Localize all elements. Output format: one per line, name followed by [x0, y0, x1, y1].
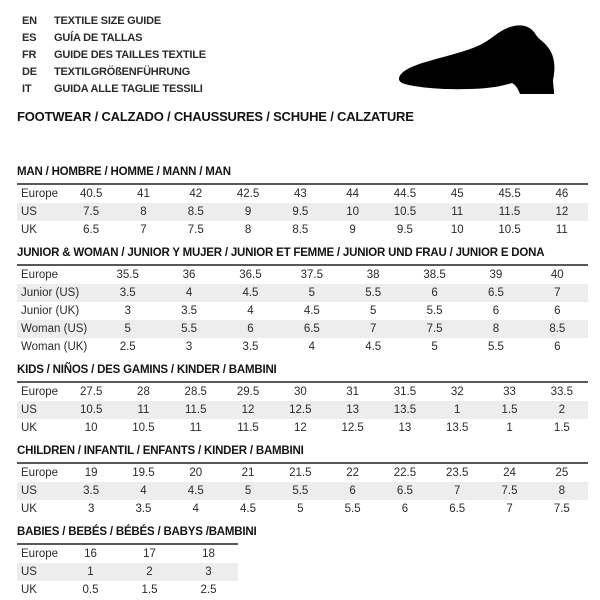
- size-cell: 8.5: [549, 323, 566, 335]
- table-row: [17, 581, 238, 599]
- size-table: [17, 264, 588, 356]
- size-section: [17, 247, 588, 356]
- row-label: Junior (UK): [21, 305, 80, 317]
- size-cell: 1: [454, 404, 461, 416]
- section-title: KIDS / NIÑOS / DES GAMINS / KINDER / BAMBINI: [17, 364, 277, 376]
- table-row: [17, 320, 588, 338]
- size-cell: 33.5: [550, 386, 574, 398]
- table-row: [17, 203, 588, 221]
- size-cell: 38.5: [423, 269, 446, 281]
- size-cell: 3.5: [135, 503, 152, 515]
- size-cell: 2.5: [119, 341, 136, 353]
- size-cell: 39: [489, 269, 503, 281]
- size-cell: 7: [369, 323, 377, 335]
- size-cell: 12: [293, 422, 307, 434]
- size-cell: 33: [503, 386, 516, 398]
- size-cell: 19.5: [132, 467, 155, 479]
- size-cell: 7.5: [426, 323, 443, 335]
- size-cell: 1: [506, 422, 513, 434]
- size-cell: 28: [137, 386, 150, 398]
- section-title: JUNIOR & WOMAN / JUNIOR Y MUJER / JUNIOR ET FEMME / JUNIOR UND FRAU / JUNIOR E DONA: [17, 247, 545, 259]
- size-cell: 2.5: [200, 584, 217, 596]
- size-cell: 22: [346, 467, 360, 479]
- size-cell: 29.5: [236, 386, 260, 398]
- row-label: Europe: [21, 386, 59, 398]
- size-cell: 5: [244, 485, 252, 497]
- size-cell: 35.5: [116, 269, 139, 281]
- language-label: GUIDE DES TAILLES TEXTILE: [54, 48, 206, 61]
- size-cell: 10: [346, 206, 360, 218]
- row-label: Woman (US): [21, 323, 88, 335]
- size-cell: 12: [555, 206, 569, 218]
- size-cell: 3: [205, 566, 212, 578]
- row-label: Europe: [21, 269, 59, 281]
- size-cell: 4: [308, 341, 316, 353]
- table-row: [17, 221, 588, 239]
- row-label: UK: [21, 584, 37, 596]
- size-cell: 5.5: [365, 287, 382, 299]
- size-cell: 9: [244, 206, 252, 218]
- language-label: GUÍA DE TALLAS: [54, 31, 143, 44]
- size-cell: 5: [308, 287, 316, 299]
- size-cell: 5.5: [487, 341, 504, 353]
- size-cell: 25: [555, 467, 569, 479]
- size-cell: 13: [346, 404, 360, 416]
- section-title: MAN / HOMBRE / HOMME / MANN / MAN: [17, 166, 231, 178]
- size-cell: 6: [247, 323, 254, 335]
- size-table: [17, 462, 588, 518]
- table-header-row: [17, 463, 588, 482]
- size-cell: 45: [450, 188, 464, 200]
- size-cell: 10.5: [132, 422, 155, 434]
- size-cell: 6: [492, 305, 500, 317]
- size-cell: 7.5: [501, 485, 518, 497]
- language-label: TEXTILGRÖßENFÜHRUNG: [54, 65, 191, 78]
- table-row: [17, 563, 238, 581]
- size-cell: 8.5: [187, 206, 204, 218]
- size-cell: 41: [137, 188, 150, 200]
- language-code: IT: [22, 82, 32, 95]
- row-label: US: [21, 485, 37, 497]
- size-cell: 7.5: [187, 224, 204, 236]
- size-cell: 8: [558, 485, 566, 497]
- section-title: BABIES / BEBÉS / BÉBÉS / BABYS /BAMBINI: [17, 526, 257, 538]
- row-label: US: [21, 566, 37, 578]
- dress-shoe-icon: [393, 22, 575, 98]
- table-row: [17, 401, 588, 419]
- size-cell: 10.5: [498, 224, 521, 236]
- size-cell: 12.5: [341, 422, 364, 434]
- size-cell: 3: [185, 341, 193, 353]
- size-section: [17, 526, 588, 599]
- category-title: FOOTWEAR / CALZADO / CHAUSSURES / SCHUHE / CALZATURE: [17, 109, 414, 124]
- size-cell: 7.5: [553, 503, 570, 515]
- size-cell: 4.5: [303, 305, 320, 317]
- size-cell: 8.5: [292, 224, 309, 236]
- table-row: [17, 419, 588, 437]
- size-cell: 5.5: [426, 305, 443, 317]
- size-cell: 8: [140, 206, 147, 218]
- size-cell: 20: [189, 467, 203, 479]
- size-cell: 46: [555, 188, 569, 200]
- row-label: Junior (US): [21, 287, 80, 299]
- size-cell: 7: [454, 485, 461, 497]
- size-cell: 37.5: [300, 269, 323, 281]
- size-cell: 5: [369, 305, 377, 317]
- size-cell: 11: [137, 404, 150, 416]
- language-code: DE: [22, 65, 37, 78]
- size-cell: 7: [506, 503, 513, 515]
- size-cell: 27.5: [79, 386, 103, 398]
- size-section: [17, 445, 588, 518]
- size-cell: 5: [431, 341, 438, 353]
- size-cell: 21: [241, 467, 255, 479]
- table-header-row: [17, 184, 588, 203]
- size-cell: 10: [84, 422, 98, 434]
- section-title: CHILDREN / INFANTIL / ENFANTS / KINDER / BAMBINI: [17, 445, 304, 457]
- table-row: [17, 302, 588, 320]
- size-cell: 43: [293, 188, 307, 200]
- size-table: [17, 543, 238, 599]
- row-label: UK: [21, 224, 37, 236]
- size-cell: 5.5: [344, 503, 361, 515]
- size-cell: 5: [124, 323, 131, 335]
- size-cell: 17: [143, 548, 156, 560]
- language-label: TEXTILE SIZE GUIDE: [54, 14, 162, 27]
- size-cell: 11.5: [498, 206, 521, 218]
- size-cell: 4: [185, 287, 193, 299]
- size-cell: 1.5: [501, 404, 518, 416]
- size-cell: 44.5: [393, 188, 417, 200]
- size-cell: 11: [189, 422, 202, 434]
- size-cell: 3.5: [119, 287, 136, 299]
- size-cell: 23.5: [446, 467, 469, 479]
- size-cell: 4.5: [242, 287, 259, 299]
- size-section: [17, 364, 588, 437]
- size-cell: 6.5: [449, 503, 466, 515]
- table-row: [17, 500, 588, 518]
- row-label: Woman (UK): [21, 341, 88, 353]
- size-cell: 6: [554, 341, 561, 353]
- size-cell: 10: [450, 224, 464, 236]
- size-cell: 45.5: [498, 188, 521, 200]
- size-cell: 32: [450, 386, 464, 398]
- table-header-row: [17, 382, 588, 401]
- size-cell: 16: [84, 548, 97, 560]
- size-cell: 9.5: [396, 224, 413, 236]
- size-cell: 36.5: [239, 269, 262, 281]
- size-cell: 38: [366, 269, 380, 281]
- size-cell: 1: [87, 566, 94, 578]
- size-cell: 40.5: [79, 188, 103, 200]
- size-cell: 5: [297, 503, 304, 515]
- size-cell: 12.5: [289, 404, 312, 416]
- size-cell: 9: [349, 224, 356, 236]
- size-cell: 10.5: [79, 404, 103, 416]
- row-label: UK: [21, 503, 37, 515]
- size-cell: 8: [244, 224, 252, 236]
- table-header-row: [17, 544, 238, 563]
- size-table: [17, 183, 588, 239]
- size-cell: 11.5: [237, 422, 259, 434]
- table-row: [17, 338, 588, 356]
- size-cell: 42.5: [236, 188, 260, 200]
- size-cell: 10.5: [393, 206, 417, 218]
- size-cell: 11: [555, 224, 568, 236]
- size-cell: 6.5: [303, 323, 320, 335]
- row-label: Europe: [21, 548, 59, 560]
- size-section: [17, 166, 588, 239]
- size-cell: 13: [398, 422, 412, 434]
- size-table: [17, 381, 588, 437]
- size-cell: 3.5: [242, 341, 259, 353]
- size-cell: 3: [87, 503, 95, 515]
- size-cell: 13.5: [446, 422, 469, 434]
- size-cell: 3.5: [181, 305, 198, 317]
- size-cell: 11: [451, 206, 464, 218]
- size-cell: 3: [124, 305, 131, 317]
- size-cell: 30: [293, 386, 307, 398]
- size-tables: [17, 166, 588, 599]
- size-cell: 4: [140, 485, 147, 497]
- size-cell: 24: [503, 467, 516, 479]
- size-cell: 19: [84, 467, 98, 479]
- size-cell: 8: [492, 323, 500, 335]
- size-cell: 7.5: [83, 206, 100, 218]
- table-row: [17, 284, 588, 302]
- size-cell: 6.5: [487, 287, 504, 299]
- row-label: UK: [21, 422, 37, 434]
- size-cell: 42: [189, 188, 203, 200]
- size-cell: 7: [554, 287, 561, 299]
- table-row: [17, 482, 588, 500]
- size-cell: 44: [346, 188, 360, 200]
- size-cell: 6: [349, 485, 356, 497]
- size-cell: 28.5: [184, 386, 207, 398]
- row-label: US: [21, 404, 37, 416]
- size-cell: 5.5: [292, 485, 309, 497]
- table-header-row: [17, 265, 588, 284]
- language-label: GUIDA ALLE TAGLIE TESSILI: [54, 82, 203, 95]
- size-cell: 4: [192, 503, 199, 515]
- size-cell: 18: [202, 548, 215, 560]
- language-code: EN: [22, 14, 37, 27]
- size-cell: 6: [401, 503, 409, 515]
- size-cell: 3.5: [83, 485, 100, 497]
- size-cell: 21.5: [289, 467, 312, 479]
- size-cell: 22.5: [393, 467, 417, 479]
- size-cell: 1.5: [553, 422, 570, 434]
- size-cell: 6.5: [83, 224, 100, 236]
- size-cell: 36: [182, 269, 196, 281]
- size-cell: 2: [558, 404, 566, 416]
- size-cell: 6.5: [396, 485, 413, 497]
- size-cell: 4.5: [187, 485, 204, 497]
- size-cell: 13.5: [393, 404, 417, 416]
- size-cell: 6: [554, 305, 561, 317]
- size-cell: 7: [140, 224, 147, 236]
- size-cell: 4: [247, 305, 254, 317]
- size-cell: 1.5: [141, 584, 158, 596]
- size-cell: 2: [146, 566, 153, 578]
- size-cell: 12: [241, 404, 255, 416]
- size-cell: 9.5: [292, 206, 309, 218]
- size-cell: 4.5: [365, 341, 382, 353]
- row-label: Europe: [21, 467, 59, 479]
- size-cell: 31.5: [393, 386, 417, 398]
- language-code: FR: [22, 48, 37, 61]
- language-code: ES: [22, 31, 37, 44]
- row-label: US: [21, 206, 37, 218]
- size-cell: 11.5: [184, 404, 207, 416]
- size-cell: 4.5: [240, 503, 257, 515]
- size-cell: 6: [431, 287, 438, 299]
- size-cell: 0.5: [82, 584, 99, 596]
- row-label: Europe: [21, 188, 59, 200]
- size-cell: 5.5: [181, 323, 198, 335]
- size-cell: 40: [550, 269, 564, 281]
- size-cell: 31: [346, 386, 360, 398]
